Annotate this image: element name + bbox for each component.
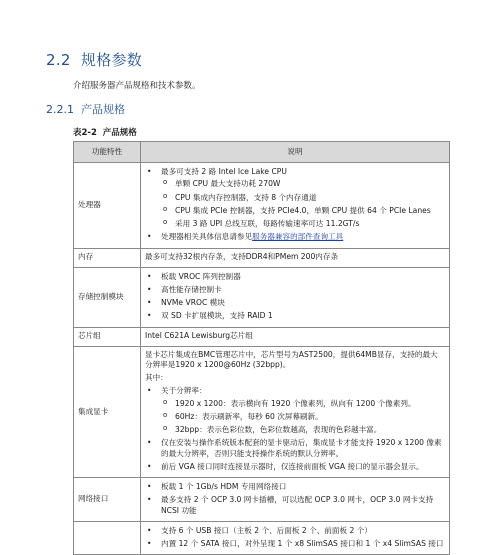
list-item: • 板载 VROC 阵列控制器 bbox=[145, 272, 445, 282]
sub-list-item: o 60Hz：表示刷新率，每秒 60 次屏幕刷新。 bbox=[161, 412, 445, 422]
paragraph: 其中： bbox=[145, 373, 168, 382]
feature-cell: 内存 bbox=[74, 248, 141, 267]
sub-list-item: o CPU 集成 PCIe 控制器，支持 PCIe4.0，单颗 CPU 提供 64 个 PCIe Lanes bbox=[161, 206, 445, 216]
feature-cell: 网络接口 bbox=[74, 478, 141, 522]
description-cell bbox=[141, 521, 450, 555]
list-item bbox=[145, 386, 445, 435]
section-heading bbox=[46, 49, 142, 70]
subsection-heading bbox=[46, 101, 125, 117]
section-number: 2.2 bbox=[46, 51, 71, 69]
description-cell bbox=[141, 163, 450, 249]
list-item: • 支持 6 个 USB 接口（主板 2 个、后面板 2 个、前面板 2 个） bbox=[145, 526, 445, 536]
table-caption bbox=[73, 126, 137, 138]
list-item bbox=[145, 232, 445, 242]
description-cell bbox=[141, 478, 450, 522]
table-row-storage bbox=[74, 267, 450, 327]
feature-cell: 集成显卡 bbox=[74, 346, 141, 478]
table-row-graphics bbox=[74, 346, 450, 478]
bullet-text: 最多可支持 2 路 Intel Ice Lake CPU bbox=[161, 167, 287, 176]
bullet-text: 处理器相关具体信息请参见 bbox=[161, 232, 253, 242]
description-cell: 最多可支持32根内存条，支持DDR4和PMem 200内存条 bbox=[141, 248, 450, 267]
list-item: • 高性能存储控制卡 bbox=[145, 285, 445, 295]
feature-cell: 存储控制模块 bbox=[74, 267, 141, 327]
subsection-number: 2.2.1 bbox=[46, 103, 74, 116]
list-item: • 仅在安装与操作系统版本配套的显卡驱动后，集成显卡才能支持 1920 x 1200 像素的最大分辨率，否则只能支持操作系统的默认分辨率。 bbox=[145, 438, 445, 459]
description-cell bbox=[141, 346, 450, 478]
list-item: • 最多支持 2 个 OCP 3.0 网卡插槽，可以选配 OCP 3.0 网卡，OCP 3.0 网卡支持 NCSI 功能 bbox=[145, 495, 445, 516]
list-item: • 板载 1 个 1Gb/s HDM 专用网络接口 bbox=[145, 482, 445, 492]
description-cell bbox=[141, 267, 450, 327]
spec-table bbox=[73, 141, 450, 555]
table-caption-title: 产品规格 bbox=[102, 128, 137, 138]
table-row-memory bbox=[74, 248, 450, 267]
description-cell: Intel C621A Lewisburg芯片组 bbox=[141, 327, 450, 346]
table-row-io bbox=[74, 521, 450, 555]
sub-list-item: o 单颗 CPU 最大支持功耗 270W bbox=[161, 179, 445, 189]
list-item: • NVMe VROC 模块 bbox=[145, 298, 445, 308]
list-item: • 前后 VGA 接口同时连接显示器时，仅连接前面板 VGA 接口的显示器会显示。 bbox=[145, 462, 445, 472]
sub-list-item: o CPU 集成内存控制器，支持 8 个内存通道 bbox=[161, 193, 445, 203]
compatibility-tool-link[interactable]: 服务器兼容的部件查询工具 bbox=[252, 232, 344, 242]
sub-list-item: o 32bpp：表示色彩位数，色彩位数越高，表现的色彩越丰富。 bbox=[161, 425, 445, 435]
feature-cell bbox=[74, 521, 141, 555]
list-item bbox=[145, 167, 445, 229]
table-header-row bbox=[74, 142, 450, 163]
subsection-title: 产品规格 bbox=[81, 103, 125, 116]
table-row-chipset bbox=[74, 327, 450, 346]
paragraph: 显卡芯片集成在BMC管理芯片中，芯片型号为AST2500，提供64MB显存，支持的最大分辨率是1920 x 1200@60Hz (32bpp)。 bbox=[145, 349, 438, 369]
table-row-network bbox=[74, 478, 450, 522]
header-feature: 功能特性 bbox=[74, 142, 141, 163]
list-item: • 内置 12 个 SATA 接口，对外呈现 1 个 x8 SlimSAS 接口和 1 个 x4 SlimSAS 接口 bbox=[145, 539, 445, 549]
table-row-processor bbox=[74, 163, 450, 249]
feature-cell: 芯片组 bbox=[74, 327, 141, 346]
sub-list-item: o 1920 x 1200：表示横向有 1920 个像素列，纵向有 1200 个像素列。 bbox=[161, 399, 445, 409]
sub-list-item: o 采用 3 路 UPI 总线互联，每路传输速率可达 11.2GT/s bbox=[161, 219, 445, 229]
bullet-text: 关于分辨率： bbox=[161, 386, 207, 396]
table-caption-label: 表2-2 bbox=[73, 128, 97, 138]
list-item: • 双 SD 卡扩展模块，支持 RAID 1 bbox=[145, 311, 445, 321]
header-description: 说明 bbox=[141, 142, 450, 163]
feature-cell: 处理器 bbox=[74, 163, 141, 249]
section-title: 规格参数 bbox=[80, 51, 143, 69]
intro-text: 介绍服务器产品规格和技术参数。 bbox=[73, 81, 201, 91]
